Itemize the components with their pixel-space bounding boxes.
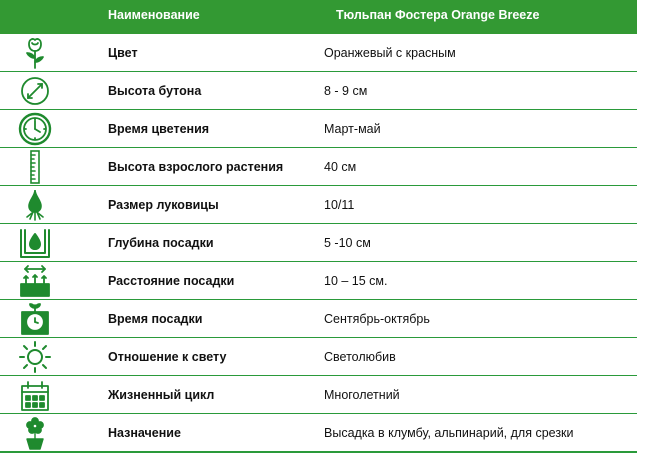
row-name: Назначение bbox=[88, 414, 298, 453]
table-row bbox=[0, 224, 637, 262]
row-value: Оранжевый с красным bbox=[298, 34, 637, 72]
table-header bbox=[0, 0, 637, 34]
diameter-icon bbox=[18, 74, 52, 108]
table-row bbox=[0, 110, 637, 148]
planting-depth-icon bbox=[18, 226, 52, 260]
planting-time-icon bbox=[18, 302, 52, 336]
table-row bbox=[0, 414, 637, 453]
row-name: Жизненный цикл bbox=[88, 376, 298, 414]
row-value: 8 - 9 см bbox=[298, 72, 637, 110]
row-value: 40 см bbox=[298, 148, 637, 186]
row-name: Время посадки bbox=[88, 300, 298, 338]
row-name: Расстояние посадки bbox=[88, 262, 298, 300]
row-name: Размер луковицы bbox=[88, 186, 298, 224]
row-name: Высота взрослого растения bbox=[88, 148, 298, 186]
bulb-icon bbox=[18, 188, 52, 222]
table-row bbox=[0, 262, 637, 300]
ruler-icon bbox=[18, 150, 52, 184]
row-value: Многолетний bbox=[298, 376, 637, 414]
row-value: Март-май bbox=[298, 110, 637, 148]
table-row bbox=[0, 376, 637, 414]
row-value: 10 – 15 см. bbox=[298, 262, 637, 300]
row-name: Отношение к свету bbox=[88, 338, 298, 376]
row-value: 5 -10 см bbox=[298, 224, 637, 262]
row-name: Высота бутона bbox=[88, 72, 298, 110]
row-value: 10/11 bbox=[298, 186, 637, 224]
header-icon-cell bbox=[0, 0, 88, 34]
table-row bbox=[0, 300, 637, 338]
header-value: Тюльпан Фостера Orange Breeze bbox=[298, 0, 637, 34]
calendar-icon bbox=[18, 378, 52, 412]
table-row bbox=[0, 338, 637, 376]
row-value: Сентябрь-октябрь bbox=[298, 300, 637, 338]
row-name: Время цветения bbox=[88, 110, 298, 148]
sun-icon bbox=[18, 340, 52, 374]
planting-distance-icon bbox=[18, 264, 52, 298]
header-name: Наименование bbox=[88, 0, 298, 34]
row-value: Светолюбив bbox=[298, 338, 637, 376]
table-row bbox=[0, 148, 637, 186]
clock-icon bbox=[18, 112, 52, 146]
flower-pot-icon bbox=[18, 416, 52, 450]
row-value: Высадка в клумбу, альпинарий, для срезки bbox=[298, 414, 637, 453]
rose-icon bbox=[18, 36, 52, 70]
table-row bbox=[0, 72, 637, 110]
row-name: Глубина посадки bbox=[88, 224, 298, 262]
table-row bbox=[0, 34, 637, 72]
table-row bbox=[0, 186, 637, 224]
row-name: Цвет bbox=[88, 34, 298, 72]
